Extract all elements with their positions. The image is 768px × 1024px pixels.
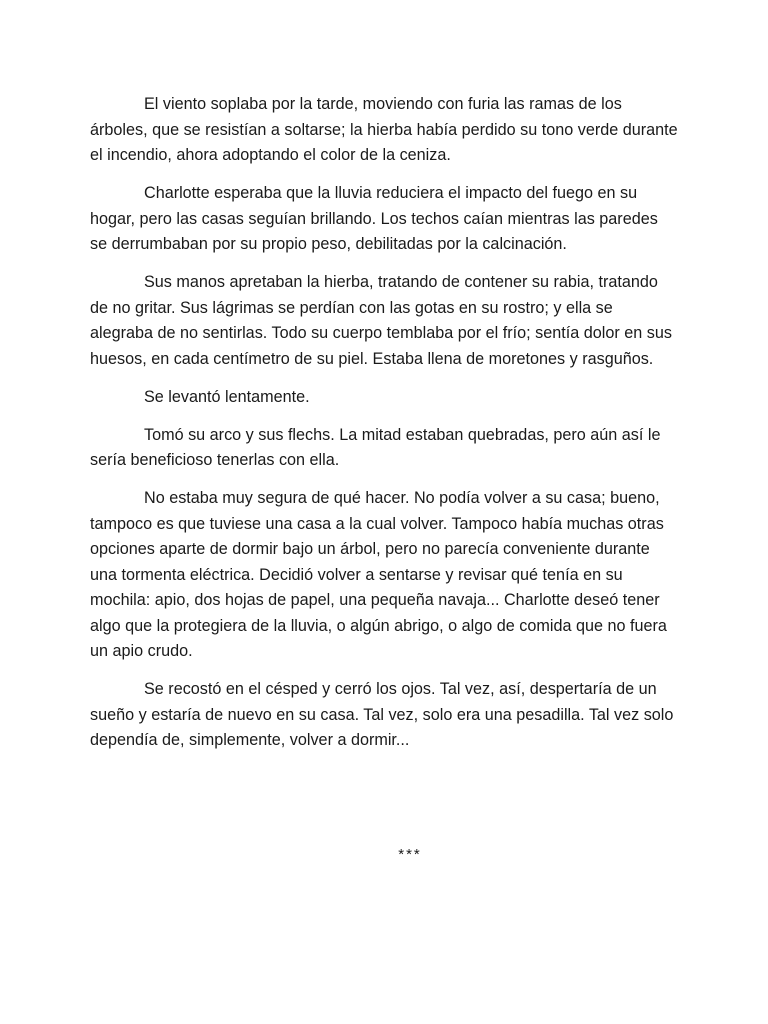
paragraph: Charlotte esperaba que la lluvia reduciera el impacto del fuego en su hogar, pero las casas seguían brillando. Los techos caían mientras las paredes se derrumbaban por su propio peso, debilitadas por la calcinación. [90, 184, 658, 253]
scene-break-separator: *** [398, 846, 422, 863]
paragraph: Sus manos apretaban la hierba, tratando de contener su rabia, tratando de no gritar. Sus lágrimas se perdían con las gotas en su rostro; y ella se alegraba de no sentirlas. Todo su cuerpo temblaba por el frío; sentía dolor en sus huesos, en cada centímetro de su piel. Estaba llena de moretones y rasguños. [90, 273, 672, 368]
paragraph: No estaba muy segura de qué hacer. No podía volver a su casa; bueno, tampoco es que tuviese una casa a la cual volver. Tampoco había muchas otras opciones aparte de dormir bajo un árbol, pero no parecía conveniente durante una tormenta eléctrica. Decidió volver a sentarse y revisar qué tenía en su mochila: apio, dos hojas de papel, una pequeña navaja... Charlotte deseó tener algo que la protegiera de la lluvia, o algún abrigo, o algo de comida que no fuera un apio crudo. [90, 489, 667, 660]
paragraph: El viento soplaba por la tarde, moviendo con furia las ramas de los árboles, que se resistían a soltarse; la hierba había perdido su tono verde durante el incendio, ahora adoptando el color de la ceniza. [90, 95, 678, 164]
paragraph: Tomó su arco y sus flechs. La mitad estaban quebradas, pero aún así le sería beneficioso tenerlas con ella. [90, 425, 661, 469]
body-text [90, 92, 678, 766]
paragraph: Se recostó en el césped y cerró los ojos. Tal vez, así, despertaría de un sueño y estaría de nuevo en su casa. Tal vez, solo era una pesadilla. Tal vez solo dependía de, simplemente, volver a dormir... [90, 680, 674, 749]
paragraph: Se levantó lentamente. [144, 387, 310, 406]
